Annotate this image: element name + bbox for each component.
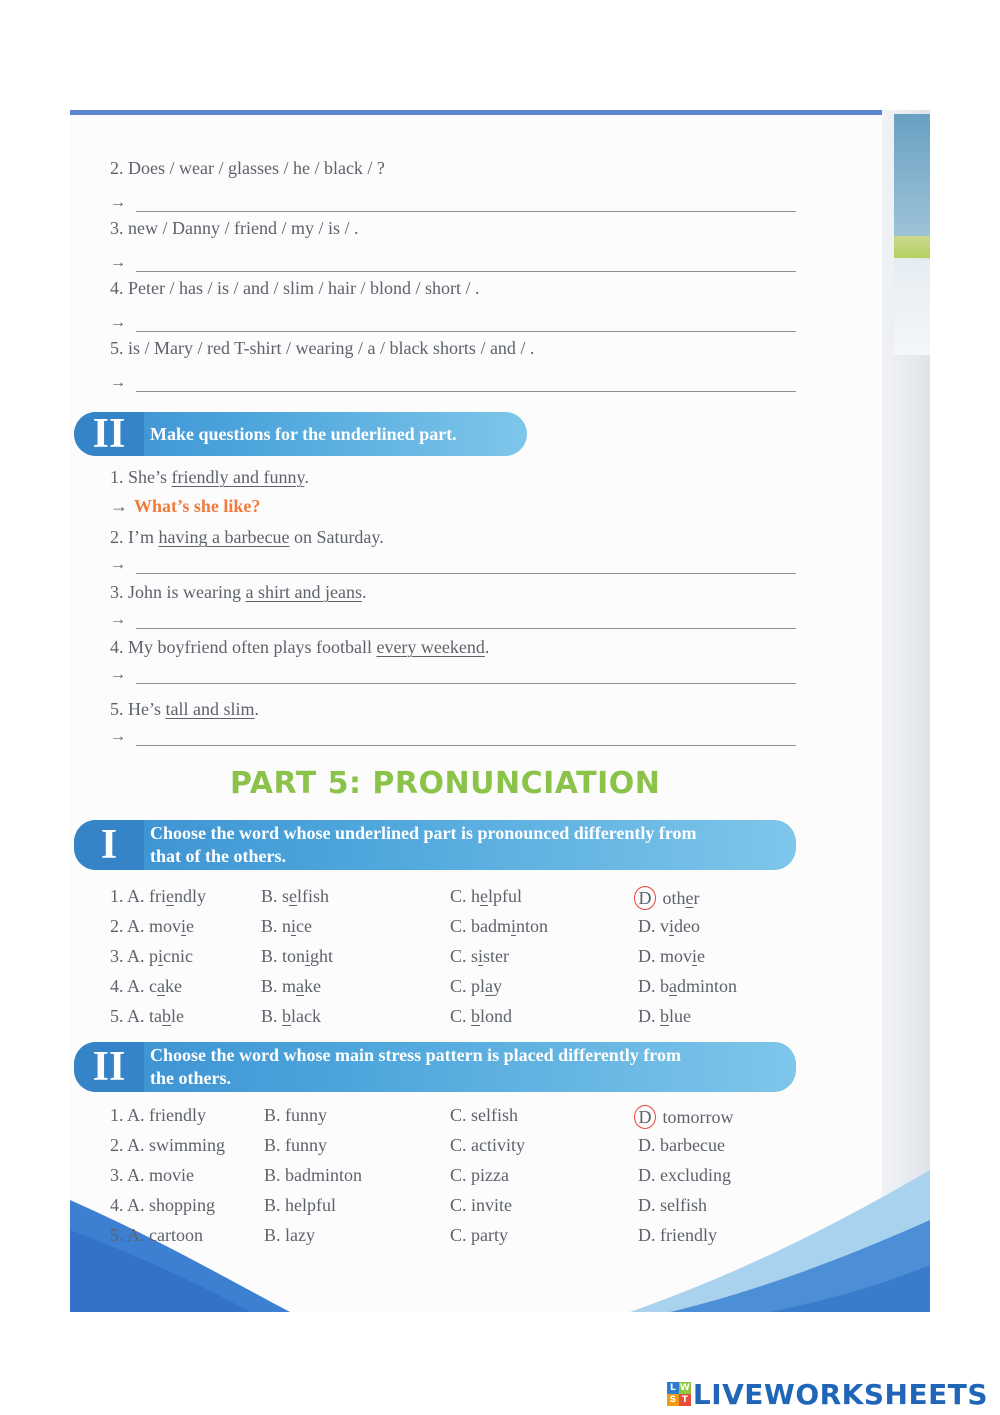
answer-line[interactable] [110, 611, 796, 631]
answer-option[interactable]: C. selfish [450, 1105, 519, 1125]
answer-option[interactable]: C. pizza [450, 1165, 509, 1185]
answer-option[interactable]: D. blue [638, 1006, 691, 1026]
answer-option[interactable]: 3. A. picnic [110, 946, 194, 966]
arrow-icon: → [110, 556, 126, 573]
logo-word: LIVEWORKSHEETS [692, 1377, 988, 1411]
answer-option[interactable]: D. movie [638, 946, 706, 966]
arrow-icon: → [110, 666, 126, 683]
answer-line[interactable] [110, 666, 796, 686]
answer-option[interactable]: D. selfish [638, 1195, 707, 1215]
arrow-icon: → [110, 314, 126, 331]
answer-option[interactable]: B. badminton [264, 1165, 362, 1185]
answer-line[interactable] [110, 314, 796, 334]
question-prompt: 3. John is wearing a shirt and jeans. [110, 582, 367, 602]
answer-option[interactable]: 3. A. movie [110, 1165, 194, 1185]
exercise-header-stress [74, 1042, 796, 1092]
answer-option[interactable]: B. black [261, 1006, 321, 1026]
answer-line[interactable] [110, 254, 796, 274]
exercise-number: I [74, 820, 144, 870]
answer-option[interactable]: D. excluding [638, 1165, 731, 1185]
answer-option[interactable]: B. selfish [261, 886, 330, 906]
answer-option[interactable]: C. blond [450, 1006, 513, 1026]
answer-line[interactable] [110, 556, 796, 576]
answer-option[interactable]: C. sister [450, 946, 510, 966]
answer-option[interactable]: D tomorrow [638, 1105, 734, 1129]
sentence-prompt: 2. Does / wear / glasses / he / black / ? [110, 158, 385, 178]
answer-option[interactable]: B. nice [261, 916, 313, 936]
sentence-prompt: 4. Peter / has / is / and / slim / hair / blond / short / . [110, 278, 480, 298]
answer-option[interactable]: D. video [638, 916, 701, 936]
answer-option[interactable]: 2. A. swimming [110, 1135, 226, 1155]
answer-option[interactable]: B. funny [264, 1135, 327, 1155]
answer-option[interactable]: C. activity [450, 1135, 525, 1155]
answer-option[interactable]: D. friendly [638, 1225, 717, 1245]
arrow-icon: → [110, 374, 126, 391]
liveworksheets-logo [667, 1376, 988, 1412]
arrow-icon: → [110, 496, 128, 516]
exercise-title-line1: Choose the word whose underlined part is pronounced differently from [150, 823, 697, 843]
exercise-header-pronunciation [74, 820, 796, 870]
answer-rule [136, 391, 796, 392]
answer-option[interactable]: D other [638, 886, 700, 910]
answer-rule [136, 683, 796, 684]
answer-option[interactable]: D. badminton [638, 976, 738, 996]
part-title: PART 5: PRONUNCIATION [230, 766, 661, 801]
arrow-icon: → [110, 254, 126, 271]
answer-option[interactable]: 4. A. cake [110, 976, 182, 996]
selected-choice-circle: D [634, 1105, 656, 1129]
question-prompt: 1. She’s friendly and funny. [110, 467, 309, 487]
answer-line[interactable] [110, 374, 796, 394]
question-prompt: 2. I’m having a barbecue on Saturday. [110, 527, 384, 547]
answer-option[interactable]: 4. A. shopping [110, 1195, 216, 1215]
answer-option[interactable]: 2. A. movie [110, 916, 195, 936]
answer-option[interactable]: B. tonight [261, 946, 334, 966]
answer-rule [136, 271, 796, 272]
exercise-title-line1: Choose the word whose main stress pattern is placed differently from [150, 1045, 681, 1065]
answer-rule [136, 211, 796, 212]
answer-rule [136, 331, 796, 332]
answer-rule [136, 745, 796, 746]
arrow-icon: → [110, 194, 126, 211]
answer-option[interactable]: C. badminton [450, 916, 549, 936]
arrow-icon: → [110, 611, 126, 628]
arrow-icon: → [110, 728, 126, 745]
answer-option[interactable]: 1. A. friendly [110, 1105, 206, 1125]
answer-option[interactable]: 5. A. table [110, 1006, 184, 1026]
example-answer [110, 496, 260, 517]
sentence-prompt: 3. new / Danny / friend / my / is / . [110, 218, 359, 238]
answer-option[interactable]: C. invite [450, 1195, 512, 1215]
exercise-number: II [74, 412, 144, 456]
answer-option[interactable]: 5. A. cartoon [110, 1225, 203, 1245]
answer-option[interactable]: C. play [450, 976, 503, 996]
selected-choice-circle: D [634, 886, 656, 910]
logo-mark-icon: L W S T [667, 1382, 691, 1406]
exercise-number: II [74, 1042, 144, 1092]
exercise-title-line2: the others. [150, 1068, 231, 1088]
answer-option[interactable]: C. helpful [450, 886, 523, 906]
answer-line[interactable] [110, 194, 796, 214]
answer-option[interactable]: 1. A. friendly [110, 886, 207, 906]
worksheet-page [70, 110, 930, 1312]
answer-option[interactable]: C. party [450, 1225, 508, 1245]
sentence-prompt: 5. is / Mary / red T-shirt / wearing / a / black shorts / and / . [110, 338, 535, 358]
answer-option[interactable]: B. make [261, 976, 322, 996]
exercise-title: Make questions for the underlined part. [150, 424, 457, 444]
answer-option[interactable]: B. funny [264, 1105, 327, 1125]
answer-rule [136, 628, 796, 629]
answer-text: What’s she like? [134, 496, 261, 516]
answer-option[interactable]: D. barbecue [638, 1135, 725, 1155]
exercise-header-make-questions [74, 412, 527, 456]
answer-option[interactable]: B. lazy [264, 1225, 315, 1245]
question-prompt: 5. He’s tall and slim. [110, 699, 259, 719]
answer-option[interactable]: B. helpful [264, 1195, 336, 1215]
question-prompt: 4. My boyfriend often plays football every weekend. [110, 637, 490, 657]
answer-line[interactable] [110, 728, 796, 748]
exercise-title-line2: that of the others. [150, 846, 286, 866]
answer-rule [136, 573, 796, 574]
